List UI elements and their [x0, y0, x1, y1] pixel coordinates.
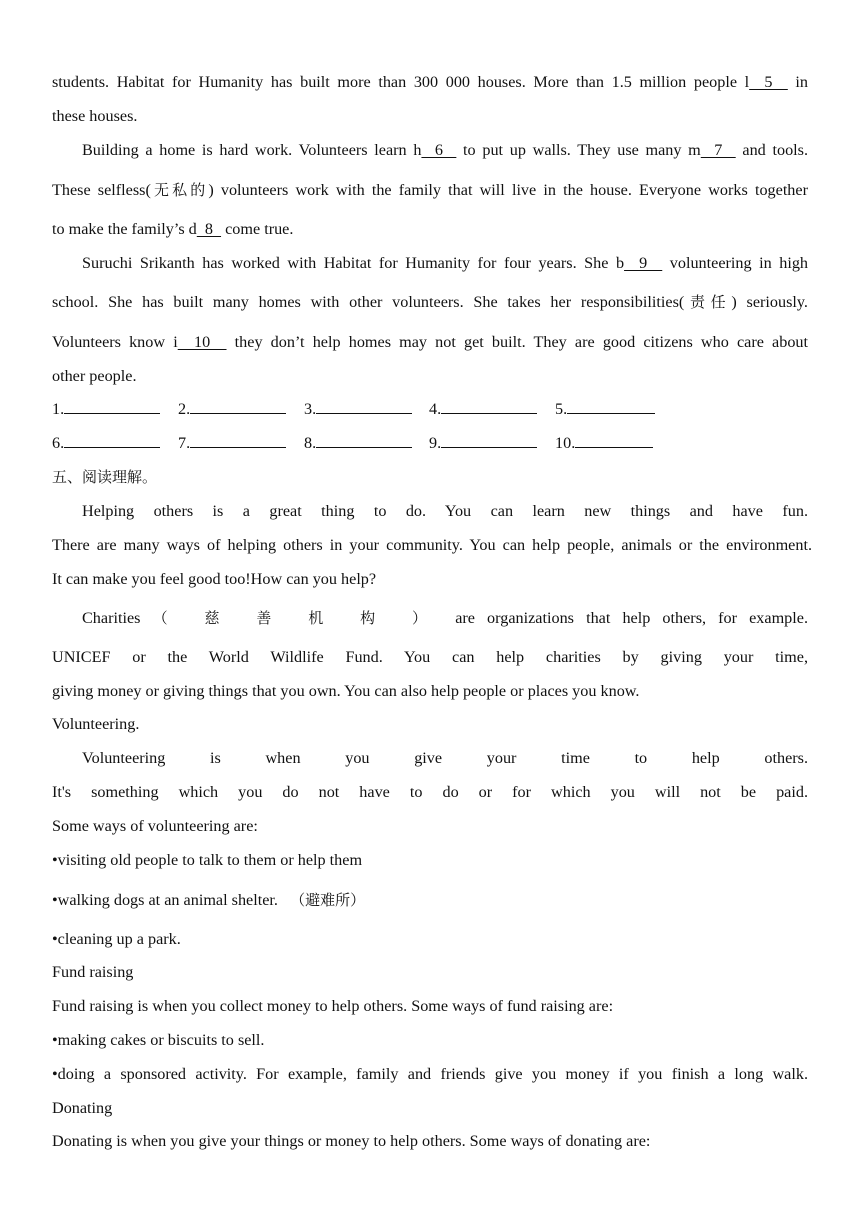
answer-blank[interactable]	[316, 399, 412, 414]
answer-number: 3.	[304, 400, 317, 418]
bullet-item	[52, 890, 808, 910]
reading-line: UNICEF or the World Wildlife Fund. You can help charities by giving your time,	[52, 648, 808, 666]
text: are organizations that help others, for example.	[455, 609, 809, 627]
answer-blank[interactable]	[316, 433, 412, 448]
answer-blank[interactable]	[575, 433, 653, 448]
reading-line: Helping others is a great thing to do. You can learn new things and have fun.	[82, 502, 808, 520]
passage-line	[52, 72, 808, 92]
answer-blank[interactable]	[190, 433, 286, 448]
section-heading: 五、阅读理解。	[52, 468, 158, 486]
text: ) seriously.	[731, 293, 808, 311]
reading-line: Volunteering is when you give your time to help others.	[82, 749, 808, 767]
text: ) volunteers work with the family that will live in the house. Everyone works together	[208, 181, 808, 199]
answer-blank[interactable]	[567, 399, 655, 414]
passage-line	[82, 140, 808, 160]
answer-number: 5.	[555, 400, 568, 418]
text: Suruchi Srikanth has worked with Habitat for Humanity for four years. She b	[82, 254, 625, 272]
answer-blank[interactable]	[441, 433, 537, 448]
reading-line: Some ways of volunteering are:	[52, 817, 258, 835]
subheading-fund-raising: Fund raising	[52, 963, 134, 981]
blank-7: 7	[700, 141, 736, 159]
text: they don’t help homes may not get built. They are good citizens who care about	[226, 333, 809, 351]
answer-blank[interactable]	[441, 399, 537, 414]
answer-number: 8.	[304, 434, 317, 452]
text: Volunteers know i	[52, 333, 178, 351]
text: students. Habitat for Humanity has built more than 300 000 houses. More than 1.5 million people l	[52, 73, 750, 91]
answer-blank[interactable]	[190, 399, 286, 414]
answer-number: 10.	[555, 434, 576, 452]
blank-8: 8	[196, 220, 222, 238]
text: and tools.	[735, 141, 809, 159]
answer-number: 9.	[429, 434, 442, 452]
text: These selfless(	[52, 181, 151, 199]
text: Building a home is hard work. Volunteers learn h	[82, 141, 422, 159]
reading-line: Fund raising is when you collect money to help others. Some ways of fund raising are:	[52, 997, 614, 1015]
chinese-gloss: （ 慈 善 机 构 ）	[152, 609, 444, 627]
answer-number: 1.	[52, 400, 65, 418]
text: in	[787, 73, 809, 91]
passage-line	[52, 332, 808, 352]
reading-line	[82, 608, 808, 628]
answer-row	[52, 433, 808, 453]
passage-line: other people.	[52, 367, 137, 385]
passage-line	[82, 253, 808, 273]
text: volunteering in high	[662, 254, 809, 272]
answer-number: 4.	[429, 400, 442, 418]
reading-line: It can make you feel good too!How can you help?	[52, 570, 377, 588]
reading-line: giving money or giving things that you own. You can also help people or places you know.	[52, 682, 640, 700]
bullet-item: •doing a sponsored activity. For example, family and friends give you money if you finish a long walk.	[52, 1065, 808, 1083]
passage-line	[52, 219, 808, 239]
chinese-gloss: 无私的	[150, 181, 209, 199]
text: •walking dogs at an animal shelter.	[52, 891, 278, 909]
answer-blank[interactable]	[64, 399, 160, 414]
subheading-volunteering: Volunteering.	[52, 715, 140, 733]
chinese-gloss: （避难所）	[290, 891, 366, 909]
blank-5: 5	[749, 73, 788, 91]
answer-blank[interactable]	[64, 433, 160, 448]
blank-6: 6	[421, 141, 457, 159]
passage-line	[52, 292, 808, 312]
passage-line: these houses.	[52, 107, 138, 125]
blank-10: 10	[177, 333, 227, 351]
passage-line	[52, 180, 808, 200]
answer-number: 7.	[178, 434, 191, 452]
text: to make the family’s d	[52, 220, 197, 238]
answer-number: 6.	[52, 434, 65, 452]
bullet-item: •visiting old people to talk to them or help them	[52, 851, 363, 869]
text: school. She has built many homes with other volunteers. She takes her responsibilities(	[52, 293, 685, 311]
chinese-gloss: 责任	[684, 293, 732, 311]
subheading-donating: Donating	[52, 1099, 113, 1117]
text: Charities	[82, 609, 141, 627]
blank-9: 9	[624, 254, 663, 272]
bullet-item: •cleaning up a park.	[52, 930, 181, 948]
text: come true.	[221, 220, 294, 238]
reading-line: It's something which you do not have to do or for which you will not be paid.	[52, 783, 808, 801]
bullet-item: •making cakes or biscuits to sell.	[52, 1031, 265, 1049]
reading-line: Donating is when you give your things or money to help others. Some ways of donating are:	[52, 1132, 651, 1150]
answer-row	[52, 399, 808, 419]
answer-number: 2.	[178, 400, 191, 418]
reading-line: There are many ways of helping others in your community. You can help people, animals or the environment.	[52, 536, 812, 554]
text: to put up walls. They use many m	[456, 141, 701, 159]
